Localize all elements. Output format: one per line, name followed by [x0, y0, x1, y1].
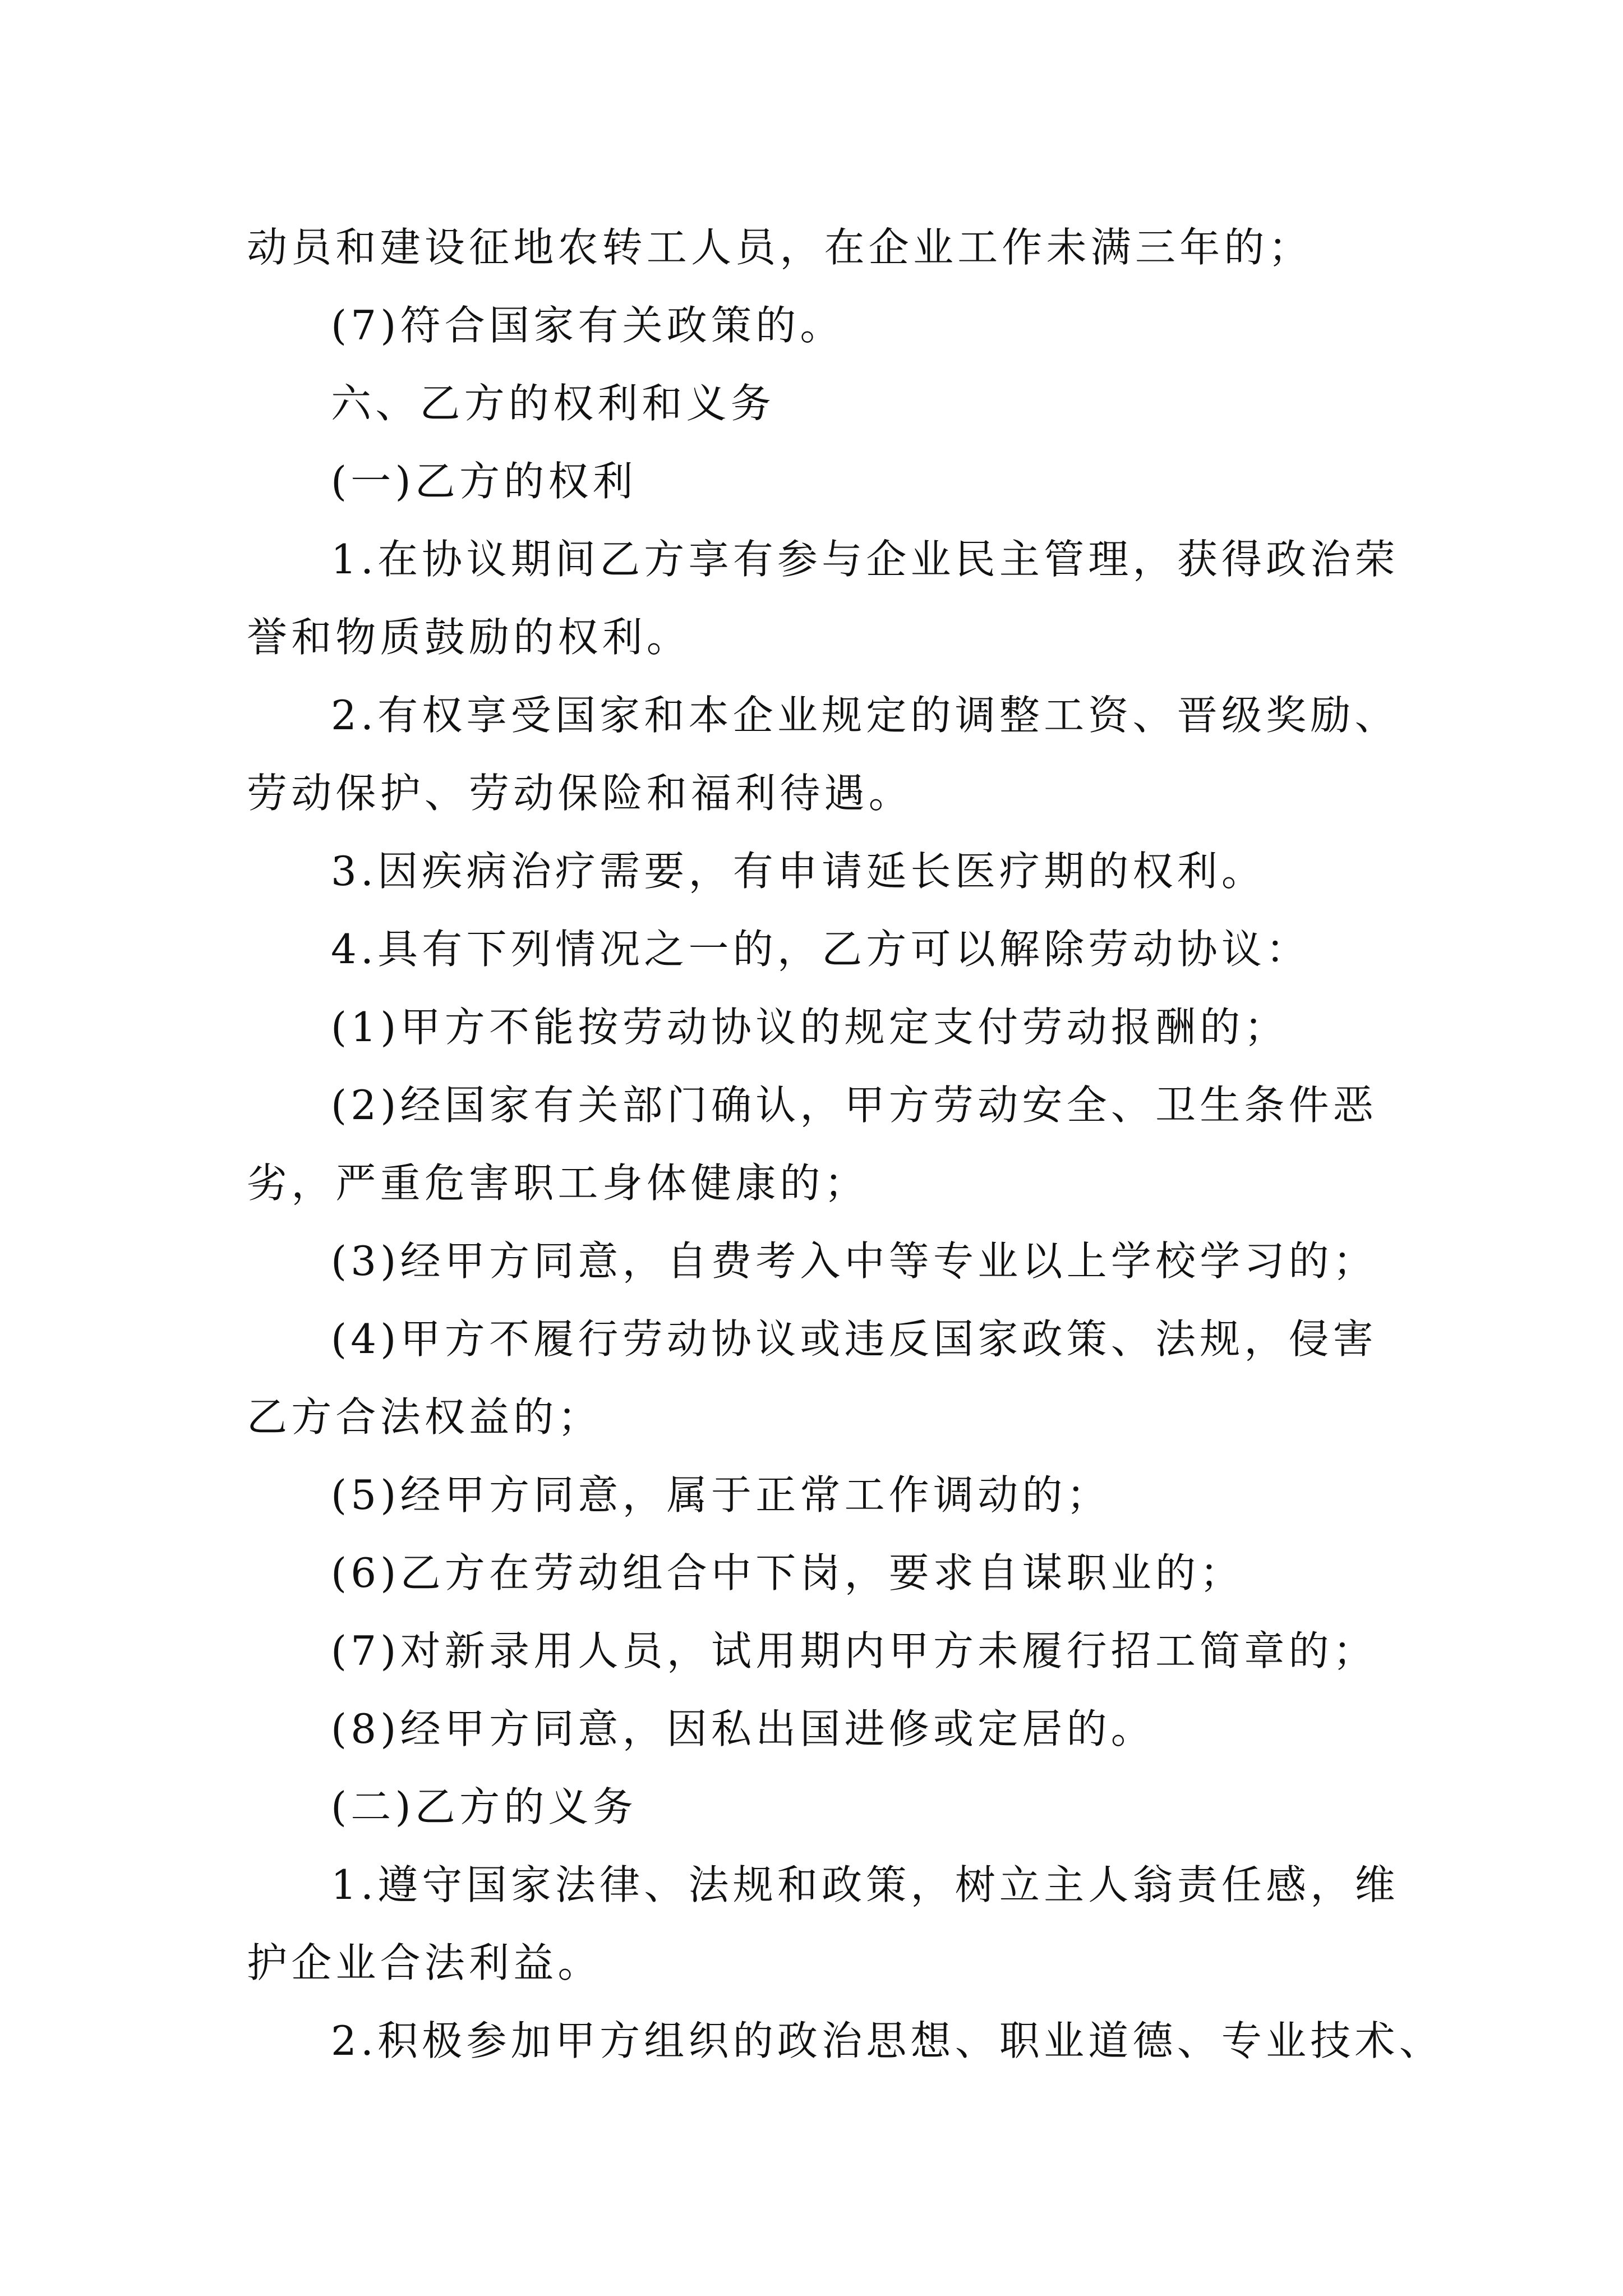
body-line-5: 1.在协议期间乙方享有参与企业民主管理，获得政治荣 [331, 536, 1399, 583]
body-line-17: (5)经甲方同意，属于正常工作调动的； [331, 1471, 1111, 1519]
body-line-22: 1.遵守国家法律、法规和政策，树立主人翁责任感，维 [331, 1861, 1399, 1908]
body-line-2: (7)符合国家有关政策的。 [331, 302, 845, 349]
body-line-13: 劣，严重危害职工身体健康的； [247, 1159, 869, 1207]
section-heading: 六、乙方的权利和义务 [331, 380, 776, 427]
body-line-19: (7)对新录用人员，试用期内甲方未履行招工简章的； [331, 1627, 1377, 1674]
body-line-12: (2)经国家有关部门确认，甲方劳动安全、卫生条件恶 [331, 1082, 1377, 1129]
body-line-10: 4.具有下列情况之一的，乙方可以解除劳动协议： [331, 926, 1311, 973]
body-line-6: 誉和物质鼓励的权利。 [247, 614, 691, 661]
body-line-15: (4)甲方不履行劳动协议或违反国家政策、法规，侵害 [331, 1315, 1377, 1363]
body-line-1: 动员和建设征地农转工人员，在企业工作未满三年的； [247, 224, 1313, 271]
body-line-9: 3.因疾病治疗需要，有申请延长医疗期的权利。 [331, 848, 1266, 895]
body-line-11: (1)甲方不能按劳动协议的规定支付劳动报酬的； [331, 1004, 1289, 1051]
body-line-18: (6)乙方在劳动组合中下岗，要求自谋职业的； [331, 1549, 1244, 1596]
body-line-8: 劳动保护、劳动保险和福利待遇。 [247, 770, 914, 817]
body-line-20: (8)经甲方同意，因私出国进修或定居的。 [331, 1705, 1155, 1752]
body-line-7: 2.有权享受国家和本企业规定的调整工资、晋级奖励、 [331, 692, 1399, 739]
subsection-heading-duties: (二)乙方的义务 [331, 1783, 637, 1830]
body-line-14: (3)经甲方同意，自费考入中等专业以上学校学习的； [331, 1237, 1377, 1285]
body-line-23: 护企业合法利益。 [247, 1939, 602, 1986]
subsection-heading-rights: (一)乙方的权利 [331, 458, 637, 505]
body-line-24: 2.积极参加甲方组织的政治思想、职业道德、专业技术、 [331, 2017, 1444, 2064]
body-line-16: 乙方合法权益的； [247, 1393, 602, 1441]
